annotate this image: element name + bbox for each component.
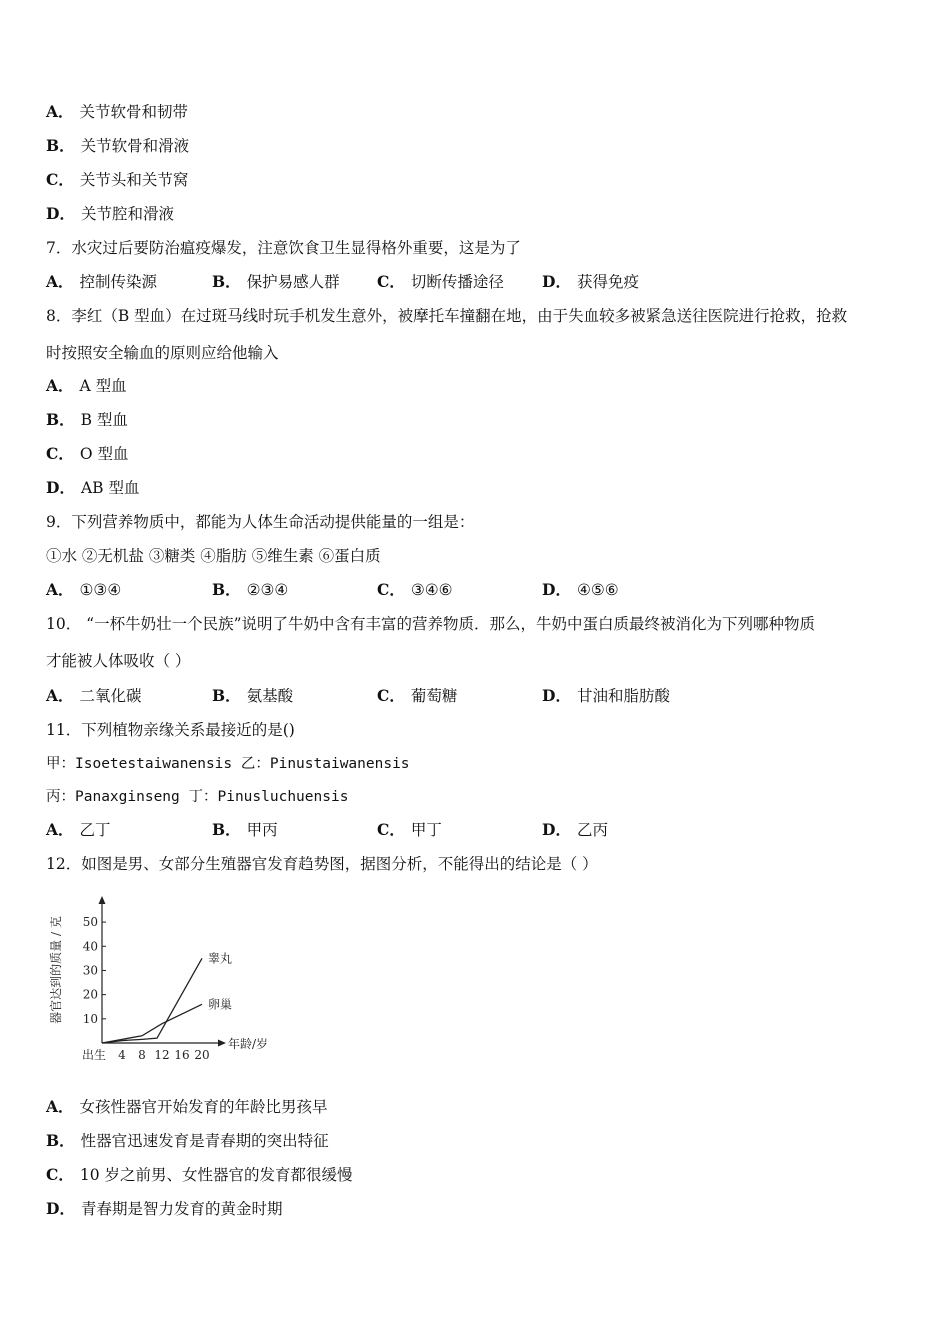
q7-options: [46, 272, 906, 292]
option-letter: A．: [46, 1097, 74, 1116]
q9-option-a[interactable]: [46, 580, 121, 600]
option-letter: C．: [377, 272, 405, 291]
series-line-2: [102, 1004, 202, 1043]
option-letter: C．: [46, 444, 74, 463]
x-axis-arrow: [218, 1040, 226, 1047]
q9-option-c[interactable]: [377, 580, 453, 600]
q10-option-c[interactable]: [377, 686, 457, 706]
q6-option-a[interactable]: [46, 102, 188, 122]
q10-stem-line2: 才能被人体吸收（ ）: [46, 652, 191, 670]
organ-development-chart: [40, 880, 280, 1070]
q6-option-c[interactable]: [46, 170, 188, 190]
option-text: 乙丁: [79, 821, 111, 839]
q11-stem: 11．下列植物亲缘关系最接近的是(): [46, 721, 295, 739]
q10-options: [46, 686, 906, 706]
x-tick-label: 16: [174, 1048, 190, 1062]
option-text: 关节头和关节窝: [79, 171, 189, 189]
option-letter: D．: [542, 686, 571, 705]
q8-option-b[interactable]: [46, 410, 128, 430]
q6-option-b[interactable]: [46, 136, 189, 156]
option-letter: D．: [542, 820, 571, 839]
q11-options: [46, 820, 906, 840]
option-text: B 型血: [80, 411, 128, 429]
option-text: 获得免疫: [576, 273, 639, 291]
option-text: 关节软骨和韧带: [79, 103, 189, 121]
y-tick-label: 10: [82, 1011, 98, 1026]
option-text: 氨基酸: [246, 687, 294, 705]
option-letter: B．: [46, 1131, 75, 1150]
option-text: 乙丙: [576, 821, 608, 839]
option-text: 二氧化碳: [79, 687, 142, 705]
x-tick-label: 12: [154, 1048, 170, 1062]
option-text: 10 岁之前男、女性器官的发育都很缓慢: [79, 1166, 353, 1184]
option-letter: B．: [212, 686, 241, 705]
y-tick-label: 50: [82, 915, 98, 930]
option-letter: C．: [377, 580, 405, 599]
option-letter: B．: [46, 410, 75, 429]
q11-option-b[interactable]: [212, 820, 278, 840]
option-text: AB 型血: [80, 479, 140, 497]
x-tick-label: 8: [138, 1048, 146, 1062]
option-letter: A．: [46, 686, 74, 705]
option-text: 关节腔和滑液: [80, 205, 174, 223]
q8-option-a[interactable]: [46, 376, 127, 396]
option-text: 关节软骨和滑液: [80, 137, 190, 155]
option-text: 甘油和脂肪酸: [576, 687, 670, 705]
chart-ylabel: 器官达到的质量 / 克: [49, 916, 63, 1024]
x-tick-label: 4: [118, 1048, 126, 1062]
q8-stem-line2: 时按照安全输血的原则应给他输入: [46, 344, 279, 362]
option-text: O 型血: [79, 445, 129, 463]
q11-species-line1: 甲：Isoetestaiwanensis 乙：Pinustaiwanensis: [46, 756, 410, 772]
q11-option-c[interactable]: [377, 820, 442, 840]
option-text: 甲丁: [410, 821, 442, 839]
q12-stem: 12．如图是男、女部分生殖器官发育趋势图，据图分析，不能得出的结论是（ ）: [46, 855, 598, 873]
x-tick-label: 出生: [81, 1048, 107, 1062]
option-text: 性器官迅速发育是青春期的突出特征: [80, 1132, 329, 1150]
option-letter: B．: [212, 820, 241, 839]
option-letter: C．: [46, 1165, 74, 1184]
option-text: 控制传染源: [79, 273, 158, 291]
q7-option-a[interactable]: [46, 272, 157, 292]
x-axis-ticks: [82, 1047, 210, 1062]
option-letter: A．: [46, 820, 74, 839]
q10-option-a[interactable]: [46, 686, 142, 706]
q11-option-d[interactable]: [542, 820, 608, 840]
q9-options: [46, 580, 906, 600]
q11-species-line2: 丙：Panaxginseng 丁：Pinusluchuensis: [46, 789, 349, 805]
option-letter: A．: [46, 376, 74, 395]
q8-stem-line1: 8．李红（B 型血）在过斑马线时玩手机发生意外，被摩托车撞翻在地，由于失血较多被紧急送往医院进行抢救，抢救: [46, 307, 848, 325]
q9-option-b[interactable]: [212, 580, 288, 600]
q9-option-d[interactable]: [542, 580, 619, 600]
y-tick-label: 40: [82, 939, 98, 954]
option-text: 青春期是智力发育的黄金时期: [80, 1200, 283, 1218]
q9-items: ①水 ②无机盐 ③糖类 ④脂肪 ⑤维生素 ⑥蛋白质: [46, 547, 381, 565]
option-letter: B．: [212, 580, 241, 599]
option-text: 切断传播途径: [410, 273, 504, 291]
q8-option-c[interactable]: [46, 444, 128, 464]
series-label-1: 睾丸: [208, 951, 233, 966]
option-letter: C．: [377, 820, 405, 839]
option-letter: A．: [46, 272, 74, 291]
option-text: 保护易感人群: [246, 273, 340, 291]
q10-option-b[interactable]: [212, 686, 293, 706]
option-letter: C．: [46, 170, 74, 189]
y-tick-label: 30: [82, 963, 98, 978]
series-label-2: 卵巢: [208, 997, 233, 1012]
y-axis-arrow: [99, 896, 106, 904]
option-letter: D．: [542, 272, 571, 291]
option-text: 女孩性器官开始发育的年龄比男孩早: [79, 1098, 328, 1116]
option-letter: A．: [46, 102, 74, 121]
q7-option-b[interactable]: [212, 272, 340, 292]
q12-option-a[interactable]: [46, 1097, 328, 1117]
q10-stem-line1: 10． “一杯牛奶壮一个民族”说明了牛奶中含有丰富的营养物质．那么，牛奶中蛋白质最终被消化为下列哪种物质: [46, 615, 816, 633]
option-text: 葡萄糖: [410, 687, 458, 705]
option-letter: D．: [46, 204, 75, 223]
q12-option-b[interactable]: [46, 1131, 329, 1151]
q7-option-c[interactable]: [377, 272, 504, 292]
option-letter: D．: [542, 580, 571, 599]
option-text: ②③④: [246, 581, 289, 599]
q9-stem: 9．下列营养物质中，都能为人体生命活动提供能量的一组是：: [46, 513, 475, 531]
option-text: ④⑤⑥: [576, 581, 619, 599]
option-text: ①③④: [79, 581, 122, 599]
option-text: ③④⑥: [410, 581, 453, 599]
option-letter: A．: [46, 580, 74, 599]
y-tick-label: 20: [82, 987, 98, 1002]
option-text: 甲丙: [246, 821, 278, 839]
option-letter: D．: [46, 1199, 75, 1218]
x-tick-label: 20: [194, 1048, 210, 1062]
option-letter: D．: [46, 478, 75, 497]
q10-option-d[interactable]: [542, 686, 670, 706]
option-text: A 型血: [79, 377, 127, 395]
q7-stem: 7．水灾过后要防治瘟疫爆发，注意饮食卫生显得格外重要，这是为了: [46, 239, 521, 257]
chart-xlabel: 年龄/岁: [228, 1037, 269, 1051]
option-letter: C．: [377, 686, 405, 705]
q8-option-d[interactable]: [46, 478, 139, 498]
chart-series: [102, 950, 232, 1043]
q6-option-d[interactable]: [46, 204, 174, 224]
q7-option-d[interactable]: [542, 272, 639, 292]
q12-option-c[interactable]: [46, 1165, 353, 1185]
option-letter: B．: [212, 272, 241, 291]
option-letter: B．: [46, 136, 75, 155]
q12-option-d[interactable]: [46, 1199, 282, 1219]
q11-option-a[interactable]: [46, 820, 111, 840]
